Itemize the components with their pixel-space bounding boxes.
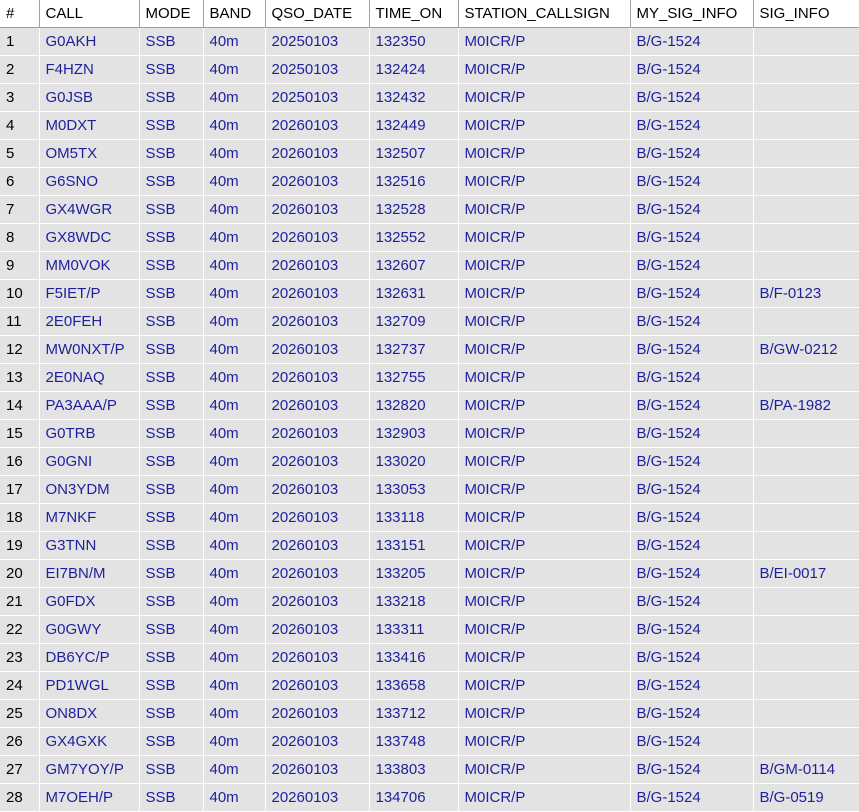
band-cell[interactable]: 40m [203, 420, 265, 448]
qso-date-cell[interactable]: 20260103 [265, 448, 369, 476]
mode-cell[interactable]: SSB [139, 420, 203, 448]
column-header-band[interactable]: BAND [203, 0, 265, 28]
call-cell[interactable]: MW0NXT/P [39, 336, 139, 364]
station-callsign-cell[interactable]: M0ICR/P [458, 308, 630, 336]
column-header-row-number[interactable]: # [0, 0, 39, 28]
call-cell[interactable]: MM0VOK [39, 252, 139, 280]
mode-cell[interactable]: SSB [139, 336, 203, 364]
station-callsign-cell[interactable]: M0ICR/P [458, 672, 630, 700]
call-cell[interactable]: ON8DX [39, 700, 139, 728]
station-callsign-cell[interactable]: M0ICR/P [458, 84, 630, 112]
table-row[interactable] [0, 700, 859, 728]
qso-date-cell[interactable]: 20260103 [265, 644, 369, 672]
row-number[interactable]: 4 [0, 112, 39, 140]
row-number[interactable]: 6 [0, 168, 39, 196]
qso-date-cell[interactable]: 20260103 [265, 476, 369, 504]
qso-date-cell[interactable]: 20260103 [265, 308, 369, 336]
station-callsign-cell[interactable]: M0ICR/P [458, 112, 630, 140]
call-cell[interactable]: EI7BN/M [39, 560, 139, 588]
qso-date-cell[interactable]: 20260103 [265, 784, 369, 812]
station-callsign-cell[interactable]: M0ICR/P [458, 448, 630, 476]
row-number[interactable]: 23 [0, 644, 39, 672]
mode-cell[interactable]: SSB [139, 588, 203, 616]
mode-cell[interactable]: SSB [139, 308, 203, 336]
qso-date-cell[interactable]: 20260103 [265, 728, 369, 756]
mode-cell[interactable]: SSB [139, 112, 203, 140]
sig-info-cell[interactable] [753, 700, 859, 728]
mode-cell[interactable]: SSB [139, 728, 203, 756]
sig-info-cell[interactable] [753, 84, 859, 112]
mode-cell[interactable]: SSB [139, 448, 203, 476]
call-cell[interactable]: G0GWY [39, 616, 139, 644]
qso-date-cell[interactable]: 20260103 [265, 140, 369, 168]
call-cell[interactable]: GX4WGR [39, 196, 139, 224]
qso-date-cell[interactable]: 20260103 [265, 504, 369, 532]
station-callsign-cell[interactable]: M0ICR/P [458, 560, 630, 588]
band-cell[interactable]: 40m [203, 140, 265, 168]
mode-cell[interactable]: SSB [139, 392, 203, 420]
my-sig-info-cell[interactable]: B/G-1524 [630, 168, 753, 196]
table-row[interactable] [0, 252, 859, 280]
qso-date-cell[interactable]: 20260103 [265, 112, 369, 140]
table-row[interactable] [0, 784, 859, 812]
table-row[interactable] [0, 504, 859, 532]
band-cell[interactable]: 40m [203, 112, 265, 140]
call-cell[interactable]: G0AKH [39, 28, 139, 56]
row-number[interactable]: 24 [0, 672, 39, 700]
qso-date-cell[interactable]: 20260103 [265, 672, 369, 700]
mode-cell[interactable]: SSB [139, 644, 203, 672]
qso-date-cell[interactable]: 20260103 [265, 420, 369, 448]
sig-info-cell[interactable] [753, 476, 859, 504]
table-row[interactable] [0, 280, 859, 308]
station-callsign-cell[interactable]: M0ICR/P [458, 56, 630, 84]
table-row[interactable] [0, 616, 859, 644]
sig-info-cell[interactable] [753, 364, 859, 392]
my-sig-info-cell[interactable]: B/G-1524 [630, 336, 753, 364]
row-number[interactable]: 11 [0, 308, 39, 336]
time-on-cell[interactable]: 133218 [369, 588, 458, 616]
time-on-cell[interactable]: 133748 [369, 728, 458, 756]
time-on-cell[interactable]: 133658 [369, 672, 458, 700]
qso-date-cell[interactable]: 20260103 [265, 196, 369, 224]
time-on-cell[interactable]: 132709 [369, 308, 458, 336]
mode-cell[interactable]: SSB [139, 476, 203, 504]
my-sig-info-cell[interactable]: B/G-1524 [630, 616, 753, 644]
row-number[interactable]: 16 [0, 448, 39, 476]
time-on-cell[interactable]: 132424 [369, 56, 458, 84]
my-sig-info-cell[interactable]: B/G-1524 [630, 280, 753, 308]
call-cell[interactable]: GM7YOY/P [39, 756, 139, 784]
sig-info-cell[interactable]: B/F-0123 [753, 280, 859, 308]
station-callsign-cell[interactable]: M0ICR/P [458, 644, 630, 672]
row-number[interactable]: 20 [0, 560, 39, 588]
column-header-qso-date[interactable]: QSO_DATE [265, 0, 369, 28]
band-cell[interactable]: 40m [203, 784, 265, 812]
band-cell[interactable]: 40m [203, 364, 265, 392]
my-sig-info-cell[interactable]: B/G-1524 [630, 112, 753, 140]
station-callsign-cell[interactable]: M0ICR/P [458, 532, 630, 560]
table-row[interactable] [0, 168, 859, 196]
qso-date-cell[interactable]: 20260103 [265, 588, 369, 616]
qso-date-cell[interactable]: 20260103 [265, 364, 369, 392]
column-header-sig-info[interactable]: SIG_INFO [753, 0, 859, 28]
qso-date-cell[interactable]: 20260103 [265, 756, 369, 784]
my-sig-info-cell[interactable]: B/G-1524 [630, 392, 753, 420]
call-cell[interactable]: OM5TX [39, 140, 139, 168]
time-on-cell[interactable]: 132607 [369, 252, 458, 280]
station-callsign-cell[interactable]: M0ICR/P [458, 28, 630, 56]
sig-info-cell[interactable] [753, 532, 859, 560]
table-row[interactable] [0, 392, 859, 420]
mode-cell[interactable]: SSB [139, 168, 203, 196]
my-sig-info-cell[interactable]: B/G-1524 [630, 84, 753, 112]
time-on-cell[interactable]: 132528 [369, 196, 458, 224]
row-number[interactable]: 1 [0, 28, 39, 56]
time-on-cell[interactable]: 133712 [369, 700, 458, 728]
call-cell[interactable]: GX8WDC [39, 224, 139, 252]
sig-info-cell[interactable] [753, 308, 859, 336]
station-callsign-cell[interactable]: M0ICR/P [458, 504, 630, 532]
column-header-time-on[interactable]: TIME_ON [369, 0, 458, 28]
call-cell[interactable]: 2E0FEH [39, 308, 139, 336]
station-callsign-cell[interactable]: M0ICR/P [458, 700, 630, 728]
table-row[interactable] [0, 532, 859, 560]
table-row[interactable] [0, 336, 859, 364]
sig-info-cell[interactable] [753, 196, 859, 224]
time-on-cell[interactable]: 133118 [369, 504, 458, 532]
sig-info-cell[interactable]: B/GW-0212 [753, 336, 859, 364]
call-cell[interactable]: GX4GXK [39, 728, 139, 756]
sig-info-cell[interactable]: B/GM-0114 [753, 756, 859, 784]
my-sig-info-cell[interactable]: B/G-1524 [630, 644, 753, 672]
row-number[interactable]: 27 [0, 756, 39, 784]
sig-info-cell[interactable] [753, 56, 859, 84]
my-sig-info-cell[interactable]: B/G-1524 [630, 224, 753, 252]
qso-date-cell[interactable]: 20250103 [265, 28, 369, 56]
station-callsign-cell[interactable]: M0ICR/P [458, 168, 630, 196]
station-callsign-cell[interactable]: M0ICR/P [458, 140, 630, 168]
band-cell[interactable]: 40m [203, 84, 265, 112]
call-cell[interactable]: 2E0NAQ [39, 364, 139, 392]
mode-cell[interactable]: SSB [139, 364, 203, 392]
time-on-cell[interactable]: 133053 [369, 476, 458, 504]
mode-cell[interactable]: SSB [139, 224, 203, 252]
sig-info-cell[interactable] [753, 644, 859, 672]
sig-info-cell[interactable] [753, 112, 859, 140]
mode-cell[interactable]: SSB [139, 756, 203, 784]
table-row[interactable] [0, 756, 859, 784]
band-cell[interactable]: 40m [203, 392, 265, 420]
sig-info-cell[interactable] [753, 672, 859, 700]
qso-date-cell[interactable]: 20260103 [265, 168, 369, 196]
band-cell[interactable]: 40m [203, 168, 265, 196]
table-row[interactable] [0, 644, 859, 672]
band-cell[interactable]: 40m [203, 56, 265, 84]
mode-cell[interactable]: SSB [139, 616, 203, 644]
my-sig-info-cell[interactable]: B/G-1524 [630, 672, 753, 700]
qso-date-cell[interactable]: 20250103 [265, 56, 369, 84]
table-row[interactable] [0, 588, 859, 616]
time-on-cell[interactable]: 132755 [369, 364, 458, 392]
my-sig-info-cell[interactable]: B/G-1524 [630, 532, 753, 560]
table-row[interactable] [0, 448, 859, 476]
row-number[interactable]: 26 [0, 728, 39, 756]
table-row[interactable] [0, 28, 859, 56]
call-cell[interactable]: G0TRB [39, 420, 139, 448]
call-cell[interactable]: G0FDX [39, 588, 139, 616]
call-cell[interactable]: M7NKF [39, 504, 139, 532]
call-cell[interactable]: PA3AAA/P [39, 392, 139, 420]
my-sig-info-cell[interactable]: B/G-1524 [630, 56, 753, 84]
mode-cell[interactable]: SSB [139, 504, 203, 532]
mode-cell[interactable]: SSB [139, 560, 203, 588]
sig-info-cell[interactable] [753, 140, 859, 168]
mode-cell[interactable]: SSB [139, 252, 203, 280]
call-cell[interactable]: G3TNN [39, 532, 139, 560]
call-cell[interactable]: ON3YDM [39, 476, 139, 504]
band-cell[interactable]: 40m [203, 336, 265, 364]
sig-info-cell[interactable] [753, 504, 859, 532]
table-row[interactable] [0, 224, 859, 252]
call-cell[interactable]: M7OEH/P [39, 784, 139, 812]
call-cell[interactable]: G0GNI [39, 448, 139, 476]
mode-cell[interactable]: SSB [139, 700, 203, 728]
table-row[interactable] [0, 308, 859, 336]
mode-cell[interactable]: SSB [139, 56, 203, 84]
sig-info-cell[interactable] [753, 168, 859, 196]
my-sig-info-cell[interactable]: B/G-1524 [630, 700, 753, 728]
mode-cell[interactable]: SSB [139, 784, 203, 812]
time-on-cell[interactable]: 133416 [369, 644, 458, 672]
sig-info-cell[interactable]: B/G-0519 [753, 784, 859, 812]
qso-date-cell[interactable]: 20260103 [265, 616, 369, 644]
time-on-cell[interactable]: 133151 [369, 532, 458, 560]
table-row[interactable] [0, 728, 859, 756]
station-callsign-cell[interactable]: M0ICR/P [458, 616, 630, 644]
row-number[interactable]: 18 [0, 504, 39, 532]
qso-date-cell[interactable]: 20260103 [265, 700, 369, 728]
row-number[interactable]: 2 [0, 56, 39, 84]
sig-info-cell[interactable] [753, 728, 859, 756]
table-row[interactable] [0, 364, 859, 392]
row-number[interactable]: 19 [0, 532, 39, 560]
sig-info-cell[interactable] [753, 420, 859, 448]
station-callsign-cell[interactable]: M0ICR/P [458, 252, 630, 280]
band-cell[interactable]: 40m [203, 756, 265, 784]
row-number[interactable]: 25 [0, 700, 39, 728]
mode-cell[interactable]: SSB [139, 532, 203, 560]
row-number[interactable]: 5 [0, 140, 39, 168]
column-header-my-sig-info[interactable]: MY_SIG_INFO [630, 0, 753, 28]
mode-cell[interactable]: SSB [139, 28, 203, 56]
station-callsign-cell[interactable]: M0ICR/P [458, 336, 630, 364]
band-cell[interactable]: 40m [203, 644, 265, 672]
header-row [0, 0, 859, 28]
band-cell[interactable]: 40m [203, 308, 265, 336]
band-cell[interactable]: 40m [203, 532, 265, 560]
table-row[interactable] [0, 196, 859, 224]
band-cell[interactable]: 40m [203, 448, 265, 476]
column-header-mode[interactable]: MODE [139, 0, 203, 28]
qso-date-cell[interactable]: 20260103 [265, 224, 369, 252]
my-sig-info-cell[interactable]: B/G-1524 [630, 728, 753, 756]
sig-info-cell[interactable] [753, 28, 859, 56]
time-on-cell[interactable]: 132631 [369, 280, 458, 308]
qso-date-cell[interactable]: 20260103 [265, 560, 369, 588]
station-callsign-cell[interactable]: M0ICR/P [458, 280, 630, 308]
row-number[interactable]: 28 [0, 784, 39, 812]
sig-info-cell[interactable] [753, 616, 859, 644]
my-sig-info-cell[interactable]: B/G-1524 [630, 504, 753, 532]
band-cell[interactable]: 40m [203, 224, 265, 252]
qso-date-cell[interactable]: 20260103 [265, 336, 369, 364]
row-number[interactable]: 9 [0, 252, 39, 280]
my-sig-info-cell[interactable]: B/G-1524 [630, 28, 753, 56]
sig-info-cell[interactable] [753, 252, 859, 280]
table-row[interactable] [0, 420, 859, 448]
table-row[interactable] [0, 84, 859, 112]
call-cell[interactable]: G6SNO [39, 168, 139, 196]
time-on-cell[interactable]: 132432 [369, 84, 458, 112]
call-cell[interactable]: PD1WGL [39, 672, 139, 700]
call-cell[interactable]: F4HZN [39, 56, 139, 84]
station-callsign-cell[interactable]: M0ICR/P [458, 728, 630, 756]
row-number[interactable]: 8 [0, 224, 39, 252]
band-cell[interactable]: 40m [203, 28, 265, 56]
station-callsign-cell[interactable]: M0ICR/P [458, 364, 630, 392]
time-on-cell[interactable]: 132737 [369, 336, 458, 364]
qso-date-cell[interactable]: 20260103 [265, 532, 369, 560]
table-row[interactable] [0, 476, 859, 504]
station-callsign-cell[interactable]: M0ICR/P [458, 784, 630, 812]
table-row[interactable] [0, 672, 859, 700]
qso-date-cell[interactable]: 20250103 [265, 84, 369, 112]
my-sig-info-cell[interactable]: B/G-1524 [630, 196, 753, 224]
band-cell[interactable]: 40m [203, 588, 265, 616]
mode-cell[interactable]: SSB [139, 280, 203, 308]
mode-cell[interactable]: SSB [139, 140, 203, 168]
row-number[interactable]: 3 [0, 84, 39, 112]
time-on-cell[interactable]: 132903 [369, 420, 458, 448]
my-sig-info-cell[interactable]: B/G-1524 [630, 784, 753, 812]
time-on-cell[interactable]: 132820 [369, 392, 458, 420]
my-sig-info-cell[interactable]: B/G-1524 [630, 756, 753, 784]
sig-info-cell[interactable] [753, 588, 859, 616]
my-sig-info-cell[interactable]: B/G-1524 [630, 448, 753, 476]
my-sig-info-cell[interactable]: B/G-1524 [630, 308, 753, 336]
row-number[interactable]: 21 [0, 588, 39, 616]
time-on-cell[interactable]: 133205 [369, 560, 458, 588]
band-cell[interactable]: 40m [203, 476, 265, 504]
station-callsign-cell[interactable]: M0ICR/P [458, 392, 630, 420]
row-number[interactable]: 14 [0, 392, 39, 420]
station-callsign-cell[interactable]: M0ICR/P [458, 224, 630, 252]
station-callsign-cell[interactable]: M0ICR/P [458, 476, 630, 504]
my-sig-info-cell[interactable]: B/G-1524 [630, 420, 753, 448]
my-sig-info-cell[interactable]: B/G-1524 [630, 476, 753, 504]
mode-cell[interactable]: SSB [139, 196, 203, 224]
table-row[interactable] [0, 140, 859, 168]
station-callsign-cell[interactable]: M0ICR/P [458, 756, 630, 784]
row-number[interactable]: 10 [0, 280, 39, 308]
band-cell[interactable]: 40m [203, 280, 265, 308]
time-on-cell[interactable]: 133020 [369, 448, 458, 476]
qso-date-cell[interactable]: 20260103 [265, 252, 369, 280]
time-on-cell[interactable]: 132552 [369, 224, 458, 252]
my-sig-info-cell[interactable]: B/G-1524 [630, 140, 753, 168]
table-row[interactable] [0, 560, 859, 588]
call-cell[interactable]: DB6YC/P [39, 644, 139, 672]
station-callsign-cell[interactable]: M0ICR/P [458, 196, 630, 224]
call-cell[interactable]: G0JSB [39, 84, 139, 112]
row-number[interactable]: 17 [0, 476, 39, 504]
row-number[interactable]: 13 [0, 364, 39, 392]
time-on-cell[interactable]: 134706 [369, 784, 458, 812]
sig-info-cell[interactable] [753, 224, 859, 252]
mode-cell[interactable]: SSB [139, 84, 203, 112]
table-row[interactable] [0, 112, 859, 140]
row-number[interactable]: 15 [0, 420, 39, 448]
my-sig-info-cell[interactable]: B/G-1524 [630, 588, 753, 616]
my-sig-info-cell[interactable]: B/G-1524 [630, 364, 753, 392]
band-cell[interactable]: 40m [203, 616, 265, 644]
my-sig-info-cell[interactable]: B/G-1524 [630, 252, 753, 280]
time-on-cell[interactable]: 132507 [369, 140, 458, 168]
call-cell[interactable]: M0DXT [39, 112, 139, 140]
row-number[interactable]: 7 [0, 196, 39, 224]
sig-info-cell[interactable] [753, 448, 859, 476]
sig-info-cell[interactable]: B/PA-1982 [753, 392, 859, 420]
station-callsign-cell[interactable]: M0ICR/P [458, 420, 630, 448]
band-cell[interactable]: 40m [203, 672, 265, 700]
band-cell[interactable]: 40m [203, 560, 265, 588]
time-on-cell[interactable]: 133803 [369, 756, 458, 784]
call-cell[interactable]: F5IET/P [39, 280, 139, 308]
station-callsign-cell[interactable]: M0ICR/P [458, 588, 630, 616]
my-sig-info-cell[interactable]: B/G-1524 [630, 560, 753, 588]
time-on-cell[interactable]: 132516 [369, 168, 458, 196]
band-cell[interactable]: 40m [203, 700, 265, 728]
sig-info-cell[interactable]: B/EI-0017 [753, 560, 859, 588]
mode-cell[interactable]: SSB [139, 672, 203, 700]
time-on-cell[interactable]: 133311 [369, 616, 458, 644]
time-on-cell[interactable]: 132449 [369, 112, 458, 140]
band-cell[interactable]: 40m [203, 252, 265, 280]
time-on-cell[interactable]: 132350 [369, 28, 458, 56]
band-cell[interactable]: 40m [203, 196, 265, 224]
qso-date-cell[interactable]: 20260103 [265, 392, 369, 420]
column-header-station-callsign[interactable]: STATION_CALLSIGN [458, 0, 630, 28]
row-number[interactable]: 12 [0, 336, 39, 364]
qso-date-cell[interactable]: 20260103 [265, 280, 369, 308]
column-header-call[interactable]: CALL [39, 0, 139, 28]
table-row[interactable] [0, 56, 859, 84]
band-cell[interactable]: 40m [203, 728, 265, 756]
band-cell[interactable]: 40m [203, 504, 265, 532]
row-number[interactable]: 22 [0, 616, 39, 644]
